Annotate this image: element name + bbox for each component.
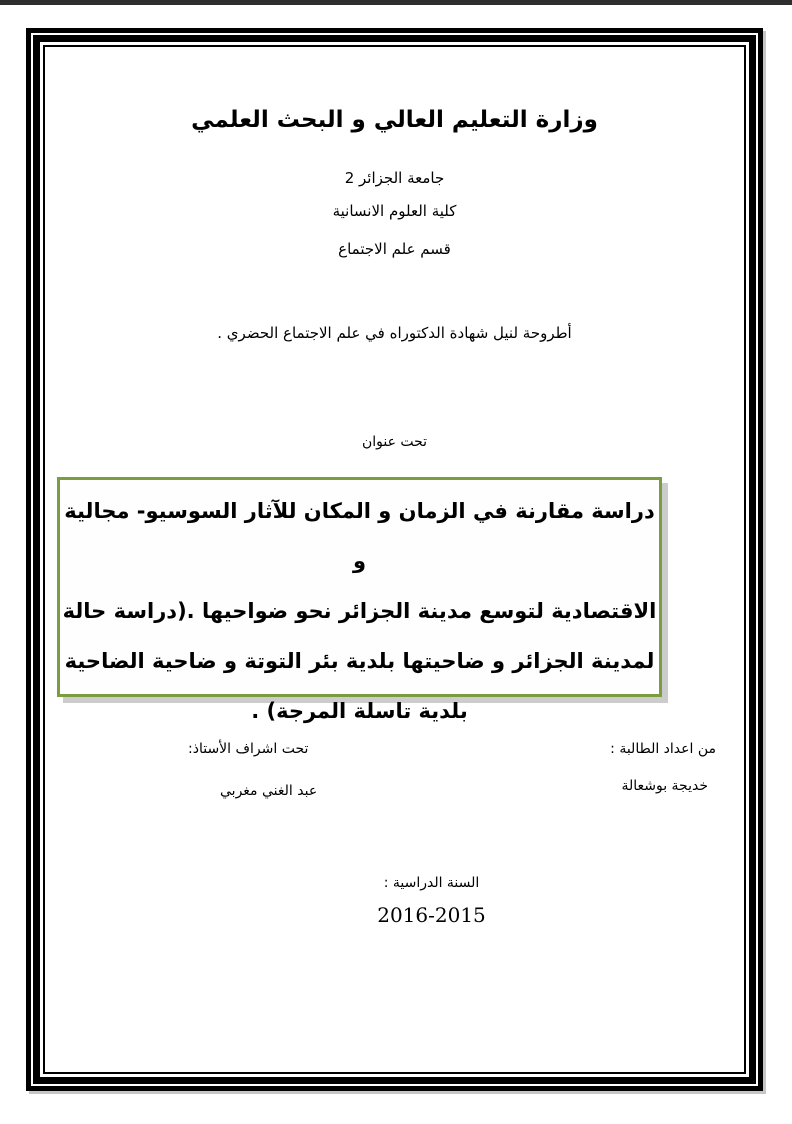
academic-year-label-row [45, 872, 744, 891]
page-content [45, 47, 744, 1072]
page-border-frame-middle [33, 35, 756, 1084]
under-title-label: تحت عنوان [361, 434, 428, 450]
student-label: من اعداد الطالبة : [610, 741, 716, 757]
page-border-frame-inner [43, 45, 746, 1074]
supervisor-name: عبد الغني مغربي [220, 783, 318, 799]
faculty-name: كلية العلوم الانسانية [332, 202, 457, 220]
academic-year-label: السنة الدراسية : [383, 875, 480, 891]
title-line-1: دراسة مقارنة في الزمان و المكان للآثار السوسيو- مجالية و [64, 499, 655, 573]
title-line-3: لمدينة الجزائر و ضاحيتها بلدية بئر التوتة و ضاحية الضاحية [64, 649, 655, 673]
title-line-4: بلدية تاسلة المرجة) . [251, 699, 468, 723]
academic-year-value: 2016-2015 [377, 903, 486, 927]
title-box [57, 477, 662, 723]
university-name: جامعة الجزائر 2 [344, 169, 445, 187]
academic-year-value-row [45, 903, 744, 927]
title-line-2: الاقتصادية لتوسع مدينة الجزائر نحو ضواحيها .(دراسة حالة [62, 599, 657, 623]
department-name: قسم علم الاجتماع [338, 240, 451, 258]
page-border-frame [26, 28, 763, 1091]
student-name: خديجة بوشعالة [621, 778, 708, 794]
ministry-heading: وزارة التعليم العالي و البحث العلمي [191, 107, 598, 133]
supervisor-label: تحت اشراف الأستاذ: [188, 741, 309, 757]
thesis-statement: أطروحة لنيل شهادة الدكتوراه في علم الاجتماع الحضري . [217, 324, 572, 342]
window-top-edge [0, 0, 792, 5]
